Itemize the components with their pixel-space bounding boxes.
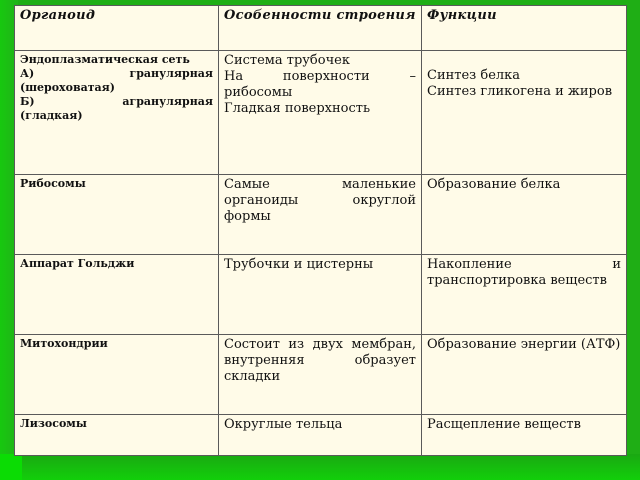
cell-function: Образование энергии (АТФ) [422, 335, 627, 415]
cell-organoid: Лизосомы [15, 415, 219, 456]
cell-organoid: Рибосомы [15, 175, 219, 255]
header-organoid: Органоид [15, 6, 219, 51]
header-structure: Особенности строения [219, 6, 422, 51]
structure-line: Гладкая поверхность [224, 101, 371, 116]
structure-line: На поверхности – рибосомы [224, 69, 416, 100]
organelles-table [14, 5, 627, 456]
structure-line: Система трубочек [224, 53, 351, 68]
table-row-golgi [15, 255, 627, 335]
cell-organoid: Митохондрии [15, 335, 219, 415]
organoid-line: Эндоплазматическая сеть [20, 53, 190, 66]
organoid-line: Б) агранулярная [20, 95, 213, 108]
cell-structure: Самые маленькие органоиды округлой формы [219, 175, 422, 255]
cell-function: Образование белка [422, 175, 627, 255]
cell-organoid: Аппарат Гольджи [15, 255, 219, 335]
cell-function: Накопление и транспортировка веществ [422, 255, 627, 335]
cell-structure: Состоит из двух мембран, внутренняя образует складки [219, 335, 422, 415]
table-row-ribosomes [15, 175, 627, 255]
cell-structure: Округлые тельца [219, 415, 422, 456]
function-line: Синтез белка [427, 68, 521, 83]
cell-structure [219, 51, 422, 175]
table-row-mitochondria [15, 335, 627, 415]
organoid-line: (шероховатая) [20, 81, 115, 94]
table-header-row [15, 6, 627, 51]
table-row-er [15, 51, 627, 175]
table-row-lysosomes [15, 415, 627, 456]
background-corner [0, 454, 22, 480]
organoid-line: А) гранулярная [20, 67, 213, 80]
cell-function [422, 51, 627, 175]
background-strip-bottom [0, 454, 640, 480]
cell-function: Расщепление веществ [422, 415, 627, 456]
header-functions: Функции [422, 6, 627, 51]
cell-structure: Трубочки и цистерны [219, 255, 422, 335]
cell-organoid [15, 51, 219, 175]
organoid-line: (гладкая) [20, 109, 83, 122]
function-line: Синтез гликогена и жиров [427, 84, 613, 99]
